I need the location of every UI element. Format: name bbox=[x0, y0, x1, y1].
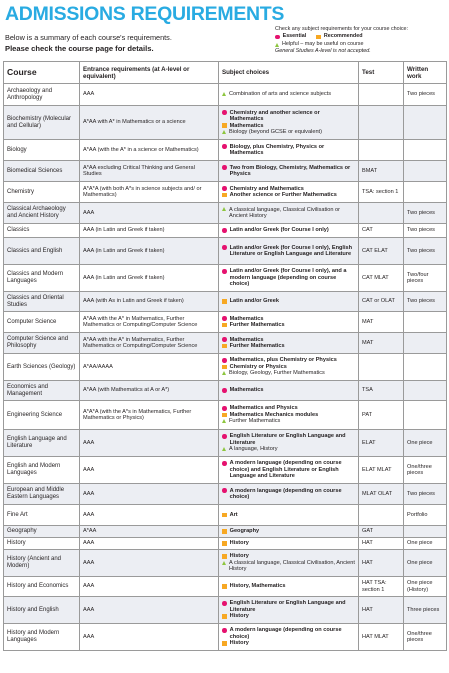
subject-text: Mathematics, plus Chemistry or Physics bbox=[229, 357, 337, 364]
subject-text: Another science or Further Mathematics bbox=[229, 192, 337, 198]
essential-dot-icon bbox=[222, 388, 227, 393]
helpful-triangle-icon bbox=[275, 43, 279, 47]
helpful-triangle-icon bbox=[222, 419, 226, 423]
essential-dot-icon bbox=[222, 434, 227, 439]
recommended-square-icon bbox=[222, 529, 227, 534]
essential-dot-icon bbox=[222, 406, 227, 411]
header-subjects: Subject choices bbox=[219, 62, 359, 84]
subject-text: History bbox=[229, 540, 249, 547]
subject-choices bbox=[219, 484, 359, 505]
entrance-requirements: AAA bbox=[80, 550, 219, 577]
essential-subject bbox=[222, 488, 355, 501]
table-row bbox=[4, 106, 447, 140]
entrance-requirements: AAA bbox=[80, 538, 219, 550]
recommended-subject bbox=[222, 512, 355, 519]
essential-subject bbox=[222, 460, 355, 480]
admissions-test bbox=[359, 203, 404, 224]
legend-essential bbox=[275, 33, 306, 40]
recommended-subject bbox=[222, 343, 355, 350]
subject-choices bbox=[219, 333, 359, 354]
recommended-subject bbox=[222, 322, 355, 329]
recommended-square-icon bbox=[222, 123, 227, 128]
essential-dot-icon bbox=[222, 144, 227, 149]
header-written: Written work bbox=[404, 62, 447, 84]
subject-choices bbox=[219, 401, 359, 430]
written-work: Three pieces bbox=[404, 597, 447, 624]
subject-text: A modern language (depending on course choice) bbox=[229, 627, 342, 640]
subject-text: History bbox=[229, 613, 249, 620]
entrance-requirements: A*AA (with the A* in a science or Mathematics) bbox=[80, 140, 219, 161]
course-name: Classics bbox=[4, 224, 80, 238]
table-row bbox=[4, 381, 447, 401]
course-name: Computer Science bbox=[4, 312, 80, 333]
entrance-requirements: AAA bbox=[80, 624, 219, 651]
course-name: History and English bbox=[4, 597, 80, 624]
recommended-square-icon bbox=[222, 554, 227, 559]
subject-text: Geography bbox=[229, 528, 260, 535]
essential-subject bbox=[222, 110, 355, 123]
page-title: ADMISSIONS REQUIREMENTS bbox=[5, 3, 285, 25]
essential-dot-icon bbox=[222, 628, 227, 633]
written-work: Two/four pieces bbox=[404, 265, 447, 292]
subject-choices bbox=[219, 292, 359, 312]
subject-text: Combination of arts and science subjects bbox=[229, 91, 331, 98]
subject-text: History, Mathematics bbox=[229, 583, 286, 590]
subject-text: Art bbox=[229, 511, 238, 518]
subject-text: Latin and/or Greek (for Course I only), English Literature or English Language and Literature bbox=[229, 244, 353, 257]
subject-choices bbox=[219, 538, 359, 550]
recommended-square-icon bbox=[222, 193, 227, 198]
subject-text: Two from Biology, Chemistry, Mathematics or Physics bbox=[229, 164, 351, 177]
table-row bbox=[4, 430, 447, 457]
admissions-test: TSA: section 1 bbox=[359, 182, 404, 203]
subject-choices bbox=[219, 550, 359, 577]
table-row bbox=[4, 577, 447, 597]
subject-text: Biology, plus Chemistry, Physics or Mathematics bbox=[229, 143, 325, 156]
legend-essential-label: Essential bbox=[282, 33, 307, 40]
essential-subject bbox=[222, 387, 355, 394]
table-row bbox=[4, 550, 447, 577]
admissions-test: ELAT bbox=[359, 430, 404, 457]
subject-text: A classical language, Classical Civilisation or Ancient History bbox=[229, 206, 340, 219]
course-name: History bbox=[4, 538, 80, 550]
course-name: Chemistry bbox=[4, 182, 80, 203]
table-row bbox=[4, 292, 447, 312]
subject-text: A modern language (depending on course choice) bbox=[229, 487, 342, 500]
recommended-subject bbox=[222, 613, 355, 620]
helpful-triangle-icon bbox=[222, 447, 226, 451]
subject-text: Chemistry and another science or Mathematics bbox=[229, 109, 320, 122]
subject-choices bbox=[219, 597, 359, 624]
subject-text: History bbox=[229, 640, 249, 647]
admissions-test: MAT bbox=[359, 333, 404, 354]
subject-choices bbox=[219, 526, 359, 538]
table-row bbox=[4, 538, 447, 550]
written-work bbox=[404, 182, 447, 203]
essential-dot-icon bbox=[222, 601, 227, 606]
essential-dot-icon bbox=[222, 186, 227, 191]
admissions-test: CAT or OLAT bbox=[359, 292, 404, 312]
recommended-square-icon bbox=[222, 541, 227, 546]
admissions-test: CAT ELAT bbox=[359, 238, 404, 265]
entrance-requirements: A*AA/AAAA bbox=[80, 354, 219, 381]
essential-dot-icon bbox=[222, 358, 227, 363]
helpful-triangle-icon bbox=[222, 207, 226, 211]
written-work: Two pieces bbox=[404, 484, 447, 505]
course-name: History (Ancient and Modern) bbox=[4, 550, 80, 577]
written-work: Two pieces bbox=[404, 238, 447, 265]
course-name: Engineering Science bbox=[4, 401, 80, 430]
written-work: One piece bbox=[404, 550, 447, 577]
course-name: Biomedical Sciences bbox=[4, 161, 80, 182]
table-row bbox=[4, 526, 447, 538]
helpful-subject bbox=[222, 370, 355, 377]
admissions-test: MAT bbox=[359, 312, 404, 333]
subject-text: Latin and/or Greek (for Course I only) bbox=[229, 227, 329, 234]
table-row bbox=[4, 140, 447, 161]
course-name: Fine Art bbox=[4, 505, 80, 526]
recommended-square-icon bbox=[222, 413, 227, 418]
subject-choices bbox=[219, 224, 359, 238]
entrance-requirements: AAA bbox=[80, 597, 219, 624]
course-name: Computer Science and Philosophy bbox=[4, 333, 80, 354]
essential-dot-icon bbox=[222, 165, 227, 170]
recommended-subject bbox=[222, 540, 355, 547]
written-work bbox=[404, 333, 447, 354]
subject-choices bbox=[219, 624, 359, 651]
entrance-requirements: AAA (in Latin and Greek if taken) bbox=[80, 265, 219, 292]
table-row bbox=[4, 333, 447, 354]
table-row bbox=[4, 161, 447, 182]
entrance-requirements: AAA bbox=[80, 484, 219, 505]
table-row bbox=[4, 238, 447, 265]
legend bbox=[275, 26, 408, 56]
subject-text: Chemistry or Physics bbox=[229, 363, 287, 370]
subject-choices bbox=[219, 106, 359, 140]
subject-choices bbox=[219, 577, 359, 597]
table-row bbox=[4, 484, 447, 505]
entrance-requirements: A*A*A (with both A*s in science subjects and/ or Mathematics) bbox=[80, 182, 219, 203]
admissions-test: TSA bbox=[359, 381, 404, 401]
essential-subject bbox=[222, 433, 355, 446]
entrance-requirements: A*AA bbox=[80, 526, 219, 538]
course-name: History and Modern Languages bbox=[4, 624, 80, 651]
entrance-requirements: AAA (with As in Latin and Greek if taken) bbox=[80, 292, 219, 312]
recommended-square-icon bbox=[222, 323, 227, 328]
entrance-requirements: AAA bbox=[80, 84, 219, 106]
subject-choices bbox=[219, 457, 359, 484]
helpful-triangle-icon bbox=[222, 371, 226, 375]
legend-recommended bbox=[316, 33, 362, 40]
recommended-square-icon bbox=[222, 641, 227, 646]
written-work: One/three pieces bbox=[404, 457, 447, 484]
table-row bbox=[4, 457, 447, 484]
written-work bbox=[404, 312, 447, 333]
written-work: Portfolio bbox=[404, 505, 447, 526]
entrance-requirements: A*AA with A* in Mathematics or a science bbox=[80, 106, 219, 140]
table-row bbox=[4, 354, 447, 381]
helpful-subject bbox=[222, 91, 355, 98]
recommended-square-icon bbox=[222, 584, 227, 589]
admissions-test: CAT MLAT bbox=[359, 265, 404, 292]
subject-text: A classical language, Classical Civilisation, Ancient History bbox=[229, 559, 355, 573]
admissions-test bbox=[359, 505, 404, 526]
written-work bbox=[404, 401, 447, 430]
essential-dot-icon bbox=[222, 110, 227, 115]
helpful-subject bbox=[222, 129, 355, 136]
header-course: Course bbox=[4, 62, 80, 84]
written-work: Two pieces bbox=[404, 224, 447, 238]
subject-choices bbox=[219, 354, 359, 381]
admissions-test: HAT bbox=[359, 538, 404, 550]
written-work bbox=[404, 526, 447, 538]
essential-dot-icon bbox=[222, 337, 227, 342]
subject-text: Mathematics bbox=[229, 336, 264, 343]
subject-text: Mathematics bbox=[229, 122, 264, 129]
table-row bbox=[4, 505, 447, 526]
recommended-subject bbox=[222, 298, 355, 305]
table-row bbox=[4, 84, 447, 106]
essential-dot-icon bbox=[222, 488, 227, 493]
admissions-test: ELAT MLAT bbox=[359, 457, 404, 484]
requirements-table bbox=[3, 61, 447, 651]
legend-helpful-label: Helpful – may be useful on course bbox=[282, 40, 364, 47]
subject-choices bbox=[219, 505, 359, 526]
essential-subject bbox=[222, 245, 355, 258]
course-name: Geography bbox=[4, 526, 80, 538]
table-body bbox=[4, 84, 447, 651]
entrance-requirements: AAA bbox=[80, 505, 219, 526]
helpful-triangle-icon bbox=[222, 130, 226, 134]
subject-text: Further Mathematics bbox=[229, 322, 285, 328]
header-test: Test bbox=[359, 62, 404, 84]
subject-text: Latin and/or Greek bbox=[229, 298, 280, 305]
table-header-row bbox=[4, 62, 447, 84]
admissions-test: GAT bbox=[359, 526, 404, 538]
table-row bbox=[4, 265, 447, 292]
admissions-test: MLAT OLAT bbox=[359, 484, 404, 505]
helpful-subject bbox=[222, 560, 355, 573]
recommended-subject bbox=[222, 583, 355, 590]
admissions-test bbox=[359, 354, 404, 381]
entrance-requirements: AAA bbox=[80, 457, 219, 484]
course-name: Classics and Oriental Studies bbox=[4, 292, 80, 312]
course-name: History and Economics bbox=[4, 577, 80, 597]
subject-choices bbox=[219, 238, 359, 265]
table-row bbox=[4, 401, 447, 430]
entrance-requirements: A*AA with the A* in Mathematics, Further Mathematics or Computing/Computer Science bbox=[80, 312, 219, 333]
helpful-subject bbox=[222, 418, 355, 425]
subject-choices bbox=[219, 430, 359, 457]
essential-subject bbox=[222, 165, 355, 178]
course-name: Classical Archaeology and Ancient History bbox=[4, 203, 80, 224]
legend-note: General Studies A-level is not accepted. bbox=[275, 48, 371, 55]
table-row bbox=[4, 182, 447, 203]
legend-heading: Check any subject requirements for your course choice: bbox=[275, 26, 409, 32]
subject-choices bbox=[219, 312, 359, 333]
written-work bbox=[404, 354, 447, 381]
recommended-square-icon bbox=[316, 35, 321, 40]
subject-text: A language, History bbox=[229, 446, 278, 453]
written-work bbox=[404, 140, 447, 161]
subject-text: Mathematics bbox=[229, 315, 264, 322]
essential-dot-icon bbox=[222, 316, 227, 321]
recommended-square-icon bbox=[222, 513, 227, 518]
subject-choices bbox=[219, 381, 359, 401]
admissions-test bbox=[359, 106, 404, 140]
subject-text: Mathematics and Physics bbox=[229, 405, 298, 412]
table-row bbox=[4, 224, 447, 238]
written-work bbox=[404, 106, 447, 140]
written-work bbox=[404, 161, 447, 182]
essential-subject bbox=[222, 268, 355, 288]
entrance-requirements: AAA (in Latin and Greek if taken) bbox=[80, 238, 219, 265]
recommended-square-icon bbox=[222, 614, 227, 619]
subject-text: History bbox=[229, 553, 249, 560]
subject-text: English Literature or English Language and Literature bbox=[229, 433, 346, 446]
written-work bbox=[404, 381, 447, 401]
subject-choices bbox=[219, 182, 359, 203]
header-entrance: Entrance requirements (at A-level or equivalent) bbox=[80, 62, 219, 84]
subject-text: Mathematics Mechanics modules bbox=[229, 411, 319, 418]
helpful-subject bbox=[222, 446, 355, 453]
course-name: English and Modern Languages bbox=[4, 457, 80, 484]
written-work: Two pieces bbox=[404, 292, 447, 312]
legend-recommended-label: Recommended bbox=[323, 33, 363, 40]
intro-text: Below is a summary of each course's requirements. bbox=[5, 33, 172, 42]
subject-text: Biology, Geology, Further Mathematics bbox=[229, 370, 325, 377]
course-name: Biochemistry (Molecular and Cellular) bbox=[4, 106, 80, 140]
subject-choices bbox=[219, 161, 359, 182]
essential-dot-icon bbox=[222, 269, 227, 274]
essential-dot-icon bbox=[222, 245, 227, 250]
entrance-requirements: AAA bbox=[80, 430, 219, 457]
table-row bbox=[4, 203, 447, 224]
course-name: European and Middle Eastern Languages bbox=[4, 484, 80, 505]
essential-dot-icon bbox=[222, 461, 227, 466]
admissions-test: BMAT bbox=[359, 161, 404, 182]
subject-text: Further Mathematics bbox=[229, 418, 281, 425]
recommended-subject bbox=[222, 528, 355, 535]
recommended-square-icon bbox=[222, 344, 227, 349]
entrance-requirements: A*AA (with Mathematics at A or A*) bbox=[80, 381, 219, 401]
admissions-test: HAT MLAT bbox=[359, 624, 404, 651]
recommended-square-icon bbox=[222, 299, 227, 304]
recommended-subject bbox=[222, 192, 355, 199]
subject-text: Mathematics bbox=[229, 387, 264, 394]
intro-instruction: Please check the course page for details. bbox=[5, 44, 154, 53]
recommended-subject bbox=[222, 640, 355, 647]
essential-dot-icon bbox=[222, 228, 227, 233]
table-row bbox=[4, 312, 447, 333]
entrance-requirements: A*AA with the A* in Mathematics, Further Mathematics or Computing/Computer Science bbox=[80, 333, 219, 354]
admissions-test: HAT bbox=[359, 550, 404, 577]
admissions-test: HAT bbox=[359, 597, 404, 624]
admissions-test bbox=[359, 84, 404, 106]
essential-subject bbox=[222, 600, 355, 613]
essential-dot-icon bbox=[275, 35, 280, 40]
admissions-test: HAT TSA: section 1 bbox=[359, 577, 404, 597]
course-name: Earth Sciences (Geology) bbox=[4, 354, 80, 381]
essential-subject bbox=[222, 144, 355, 157]
course-name: Classics and English bbox=[4, 238, 80, 265]
entrance-requirements: AAA bbox=[80, 203, 219, 224]
written-work: One piece (History) bbox=[404, 577, 447, 597]
table-row bbox=[4, 624, 447, 651]
subject-text: A modern language (depending on course choice) and English Literature or English Language and Literature bbox=[229, 460, 342, 480]
admissions-test: PAT bbox=[359, 401, 404, 430]
legend-helpful bbox=[275, 41, 408, 48]
subject-text: Chemistry and Mathematics bbox=[229, 185, 304, 192]
subject-choices bbox=[219, 84, 359, 106]
written-work: Two pieces bbox=[404, 203, 447, 224]
subject-text: Biology (beyond GCSE or equivalent) bbox=[229, 129, 322, 135]
helpful-triangle-icon bbox=[222, 561, 226, 565]
entrance-requirements: AAA (in Latin and Greek if taken) bbox=[80, 224, 219, 238]
written-work: Two pieces bbox=[404, 84, 447, 106]
written-work: One piece bbox=[404, 538, 447, 550]
subject-text: English Literature or English Language and Literature bbox=[229, 600, 346, 613]
subject-choices bbox=[219, 140, 359, 161]
admissions-test: CAT bbox=[359, 224, 404, 238]
helpful-triangle-icon bbox=[222, 92, 226, 96]
essential-subject bbox=[222, 227, 355, 234]
written-work: One/three pieces bbox=[404, 624, 447, 651]
subject-text: Latin and/or Greek (for Course I only), and a modern language (depending on course choice) bbox=[229, 268, 347, 288]
entrance-requirements: AAA bbox=[80, 577, 219, 597]
written-work: One piece bbox=[404, 430, 447, 457]
course-name: Biology bbox=[4, 140, 80, 161]
entrance-requirements: A*A*A (with the A*s in Mathematics, Further Mathematics or Physics) bbox=[80, 401, 219, 430]
course-name: English Language and Literature bbox=[4, 430, 80, 457]
entrance-requirements: A*AA excluding Critical Thinking and General Studies bbox=[80, 161, 219, 182]
subject-text: Further Mathematics bbox=[229, 343, 285, 349]
course-name: Archaeology and Anthropology bbox=[4, 84, 80, 106]
helpful-subject bbox=[222, 207, 355, 220]
essential-subject bbox=[222, 627, 355, 640]
table-row bbox=[4, 597, 447, 624]
subject-choices bbox=[219, 265, 359, 292]
course-name: Economics and Management bbox=[4, 381, 80, 401]
course-name: Classics and Modern Languages bbox=[4, 265, 80, 292]
admissions-test bbox=[359, 140, 404, 161]
recommended-square-icon bbox=[222, 365, 227, 370]
subject-choices bbox=[219, 203, 359, 224]
